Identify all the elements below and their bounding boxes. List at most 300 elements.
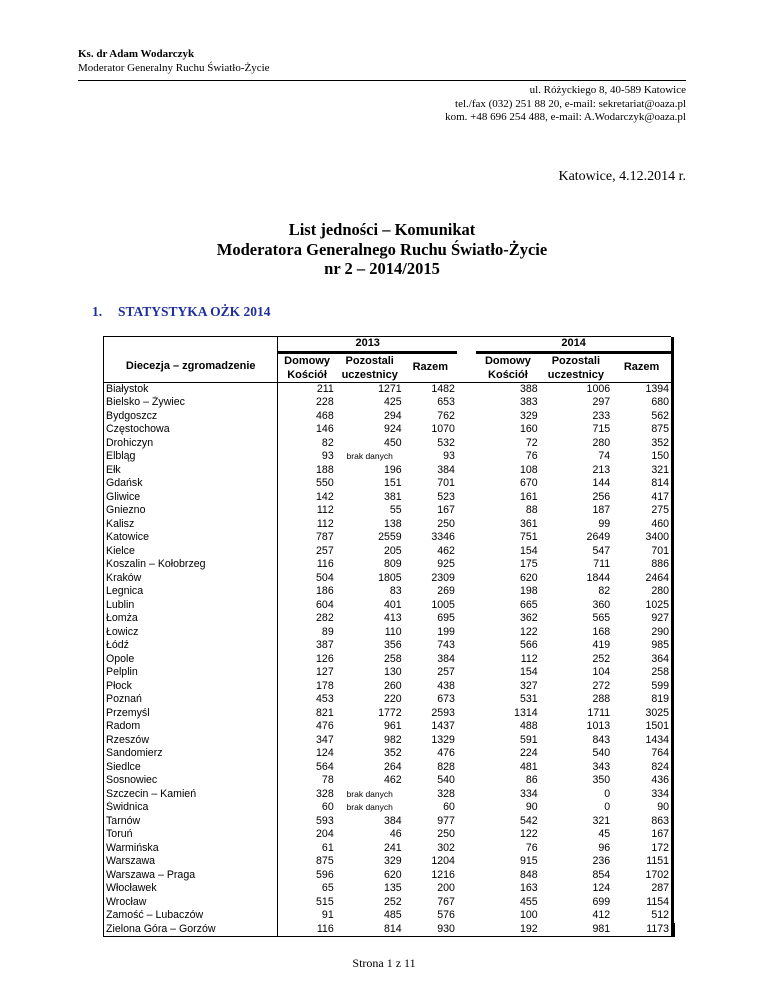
cell-pozostali-2014: 124 [592,882,611,894]
cell-razem-2013: 1437 [431,720,455,732]
table-row [104,450,675,464]
cell-razem-2013: 532 [437,436,455,449]
cell-razem-2013: 250 [437,517,455,530]
cell-gap [457,923,476,937]
col-domowy-line1: Domowy [284,354,330,367]
cell-pozostali-2014: 350 [592,774,611,786]
cell-gap [457,612,476,626]
cell-domowy-2013: 112 [316,504,334,516]
cell-razem-2014: 1151 [646,855,670,867]
table-row [104,882,675,896]
cell-pozostali-2013: 135 [384,882,402,894]
cell-razem-2013: 925 [437,558,455,570]
cell-razem-2014: 512 [651,909,670,921]
table-row [104,599,675,613]
cell-domowy-2013: 257 [316,544,334,557]
cell-diecezja: Tarnów [104,815,278,829]
cell-pozostali-2014: 144 [592,477,611,489]
cell-domowy-2013: 78 [321,774,334,786]
table-right-edge [671,680,674,694]
cell-diecezja: Łowicz [104,626,278,640]
cell-diecezja: Łódź [104,639,278,653]
cell-razem-2014: 2464 [645,571,670,584]
cell-razem-2013: 384 [437,463,455,476]
cell-pozostali-2013: 352 [384,747,402,759]
address-block [445,84,686,125]
cell-domowy-2013: 178 [316,679,334,692]
table-row [104,774,675,788]
table-right-edge [671,518,674,532]
cell-domowy-2013: 211 [278,382,336,396]
cell-diecezja: Kraków [104,572,278,586]
cell-razem-2014: 562 [651,409,670,422]
cell-razem-2014: 460 [651,517,670,530]
cell-gap [457,788,476,802]
cell-diecezja: Gdańsk [104,477,278,491]
table-right-edge [671,828,674,842]
table-right-edge [671,410,674,424]
cell-razem-2014: 1434 [645,733,670,746]
cell-diecezja: Kielce [104,545,278,559]
cell-domowy-2014: 665 [519,598,538,611]
cell-razem-2013: 1070 [431,423,455,435]
cell-pozostali-2013: brak danych [346,451,393,461]
table-right-edge [671,504,674,518]
cell-razem-2013: 701 [437,477,455,489]
table-right-edge [671,423,674,437]
cell-razem-2014: 172 [651,841,670,854]
cell-gap [457,410,476,424]
table-right-edge [671,491,674,505]
cell-razem-2014: 824 [651,760,670,773]
table-row [104,545,675,559]
cell-diecezja: Radom [104,720,278,734]
cell-domowy-2014: 531 [519,693,538,705]
col-domowy-line2: Kościół [488,368,528,381]
cell-razem-2013: 673 [437,693,455,705]
cell-pozostali-2014: 981 [540,923,613,937]
cell-razem-2013: 462 [437,544,455,557]
cell-razem-2014: 258 [651,666,670,678]
cell-diecezja: Opole [104,653,278,667]
cell-gap [457,720,476,734]
cell-diecezja: Szczecin – Kamień [104,788,278,802]
table-right-edge [671,720,674,734]
cell-razem-2014: 90 [657,801,670,813]
year-gap [457,337,476,353]
cell-pozostali-2014: 321 [592,814,611,827]
cell-gap [457,707,476,721]
cell-domowy-2014: 192 [476,923,539,937]
cell-gap [457,599,476,613]
cell-razem-2014: 334 [651,787,670,800]
cell-gap [457,572,476,586]
cell-domowy-2014: 388 [476,382,539,396]
cell-domowy-2013: 146 [316,423,334,435]
cell-domowy-2013: 228 [316,396,334,408]
cell-pozostali-2013: 220 [384,693,402,705]
cell-pozostali-2014: 252 [592,652,611,665]
table-row [104,734,675,748]
cell-domowy-2014: 88 [525,504,538,516]
table-right-edge [671,909,674,923]
cell-gap [457,423,476,437]
cell-domowy-2014: 383 [519,396,538,408]
table-row [104,396,675,410]
cell-diecezja: Elbląg [104,450,278,464]
cell-razem-2013: 523 [437,490,455,503]
cell-diecezja: Świdnica [104,801,278,815]
table-right-edge [671,464,674,478]
table-right-edge [671,842,674,856]
table-row [104,842,675,856]
cell-pozostali-2013: 46 [389,828,402,840]
cell-domowy-2013: 550 [316,477,334,489]
cell-razem-2013: 476 [437,747,455,759]
table-right-edge [671,815,674,829]
cell-pozostali-2013: 814 [336,923,404,937]
cell-diecezja: Warszawa – Praga [104,869,278,883]
cell-domowy-2013: 116 [316,558,334,570]
cell-diecezja: Białystok [104,382,278,396]
cell-pozostali-2014: 843 [592,733,611,746]
cell-gap [457,855,476,869]
table-right-edge [671,612,674,626]
cell-razem-2013: 302 [437,841,455,854]
cell-pozostali-2014: 419 [592,639,611,651]
cell-domowy-2013: 515 [316,895,334,908]
col-diecezja: Diecezja – zgromadzenie [104,352,278,382]
cell-domowy-2014: 334 [519,787,538,800]
cell-pozostali-2013: 138 [384,517,402,530]
table-right-edge [671,639,674,653]
cell-razem-2014: 352 [651,436,670,449]
cell-pozostali-2014: 236 [592,855,611,867]
cell-pozostali-2013: 196 [384,463,402,476]
cell-pozostali-2013: 83 [389,585,402,597]
cell-domowy-2013: 188 [316,463,334,476]
cell-razem-2014: 1501 [645,720,670,732]
cell-pozostali-2013: 413 [384,612,402,624]
cell-razem-2013: 767 [437,895,455,908]
cell-domowy-2013: 787 [316,531,334,543]
cell-diecezja: Legnica [104,585,278,599]
cell-gap [457,747,476,761]
table-row [104,639,675,653]
cell-pozostali-2013: 294 [384,409,402,422]
col-domowy-2013 [278,352,336,382]
cell-pozostali-2013: 620 [384,868,402,881]
table-row [104,909,675,923]
table-row [104,437,675,451]
cell-razem-2013: 653 [437,396,455,408]
cell-pozostali-2013: 329 [384,855,402,867]
cell-gap [457,869,476,883]
cell-pozostali-2013: 151 [384,477,402,489]
cell-pozostali-2014: 412 [592,909,611,921]
cell-domowy-2013: 604 [316,598,334,611]
table-row [104,801,675,815]
cell-pozostali-2013: 55 [389,504,402,516]
cell-domowy-2014: 122 [519,625,538,638]
cell-domowy-2014: 1314 [514,706,538,719]
cell-pozostali-2013: 485 [384,909,402,921]
cell-razem-2013: 200 [437,882,455,894]
cell-gap [457,666,476,680]
cell-domowy-2013: 127 [316,666,334,678]
cell-pozostali-2013: 1271 [336,382,404,396]
author-role: Moderator Generalny Ruchu Światło-Życie [78,62,270,74]
title-line: Moderatora Generalnego Ruchu Światło-Życie [216,239,548,259]
cell-pozostali-2014: 74 [598,450,611,462]
cell-gap [457,909,476,923]
cell-pozostali-2013: 462 [384,774,402,786]
cell-pozostali-2013: 924 [384,423,402,435]
cell-razem-2013: 930 [404,923,457,937]
cell-domowy-2014: 455 [519,895,538,908]
cell-pozostali-2014: 699 [592,895,611,908]
cell-pozostali-2013: 252 [384,895,402,908]
table-row [104,693,675,707]
cell-pozostali-2013: 356 [384,639,402,651]
cell-razem-2014: 985 [651,639,670,651]
cell-razem-2014: 436 [651,774,670,786]
cell-domowy-2014: 327 [519,679,538,692]
cell-razem-2014: 287 [651,882,670,894]
cell-razem-2014: 417 [651,490,670,503]
col-domowy-2014 [476,352,539,382]
col-razem-2013: Razem [412,360,449,373]
cell-razem-2013: 743 [437,639,455,651]
cell-diecezja: Płock [104,680,278,694]
cell-diecezja: Bielsko – Żywiec [104,396,278,410]
cell-domowy-2014: 112 [520,652,538,665]
cell-domowy-2013: 65 [321,882,334,894]
table-row [104,707,675,721]
place-date: Katowice, 4.12.2014 r. [558,169,686,184]
table-row [104,504,675,518]
cell-domowy-2014: 566 [519,639,538,651]
cell-domowy-2013: 347 [316,733,334,746]
statistics-table [103,336,675,937]
cell-pozostali-2014: 213 [592,463,611,476]
table-row [104,558,675,572]
cell-razem-2014: 599 [651,679,670,692]
author-name: Ks. dr Adam Wodarczyk [78,48,195,60]
cell-razem-2014: 863 [651,814,670,827]
cell-diecezja: Pelplin [104,666,278,680]
cell-domowy-2013: 468 [316,409,334,422]
col-pozostali-2014 [540,352,613,382]
cell-domowy-2014: 76 [525,841,538,854]
table-right-edge [671,545,674,559]
cell-razem-2014: 764 [651,747,670,759]
cell-diecezja: Rzeszów [104,734,278,748]
cell-domowy-2014: 198 [519,585,538,597]
table-right-edge [671,693,674,707]
cell-pozostali-2013: 241 [384,841,402,854]
cell-domowy-2013: 387 [316,639,334,651]
table-right-edge [671,337,674,353]
table-right-edge [671,869,674,883]
table-right-edge [671,450,674,464]
cell-domowy-2013: 82 [321,436,334,449]
col-razem-2014: Razem [623,360,660,373]
section-title: STATYSTYKA OŻK 2014 [118,304,271,319]
cell-razem-2014: 321 [651,463,670,476]
table-right-edge [671,437,674,451]
cell-domowy-2014: 154 [519,544,538,557]
table-row [104,747,675,761]
cell-razem-2013: 977 [437,814,455,827]
cell-domowy-2013: 504 [316,571,334,584]
cell-diecezja: Sosnowiec [104,774,278,788]
cell-domowy-2014: 224 [519,747,538,759]
cell-diecezja: Gliwice [104,491,278,505]
cell-razem-2014: 275 [651,504,670,516]
cell-domowy-2014: 108 [519,463,538,476]
cell-domowy-2013: 564 [316,760,334,773]
cell-pozostali-2014: 0 [604,787,611,800]
cell-pozostali-2013: 425 [384,396,402,408]
cell-gap [457,828,476,842]
cell-diecezja: Zielona Góra – Gorzów [104,923,278,937]
cell-domowy-2014: 670 [519,477,538,489]
cell-domowy-2014: 620 [519,571,538,584]
cell-pozostali-2014: 1711 [587,706,611,719]
table-right-edge [671,585,674,599]
cell-domowy-2014: 175 [519,558,538,570]
cell-gap [457,504,476,518]
cell-domowy-2014: 100 [519,909,538,921]
cell-razem-2013: 828 [437,760,455,773]
table-row [104,788,675,802]
col-pozostali-line1: Pozostali [345,354,394,367]
cell-pozostali-2013: brak danych [346,788,393,799]
cell-gap [457,382,476,396]
cell-domowy-2013: 91 [321,909,334,921]
cell-razem-2014: 150 [651,450,670,462]
cell-pozostali-2014: 256 [592,490,611,503]
cell-pozostali-2014: 288 [592,693,611,705]
table-right-edge [671,382,674,396]
cell-pozostali-2014: 711 [593,558,611,570]
table-right-edge [671,599,674,613]
document-title [78,220,686,279]
cell-diecezja: Warszawa [104,855,278,869]
cell-razem-2014: 1394 [612,382,671,396]
cell-domowy-2013: 61 [321,841,334,854]
cell-gap [457,545,476,559]
col-pozostali-line2: uczestnicy [547,368,604,381]
cell-domowy-2013: 476 [316,720,334,732]
cell-domowy-2014: 361 [519,517,538,530]
cell-gap [457,639,476,653]
cell-razem-2014: 280 [651,585,670,597]
cell-diecezja: Toruń [104,828,278,842]
cell-diecezja: Koszalin – Kołobrzeg [104,558,278,572]
cell-pozostali-2014: 854 [592,868,611,881]
cell-pozostali-2013: 384 [384,814,402,827]
cell-gap [457,693,476,707]
cell-diecezja: Lublin [104,599,278,613]
table-row [104,410,675,424]
cell-pozostali-2014: 1013 [586,720,611,732]
cell-diecezja: Poznań [104,693,278,707]
table-right-edge [671,855,674,869]
cell-domowy-2013: 60 [321,801,334,813]
cell-domowy-2014: 161 [519,490,538,503]
table-right-edge [671,801,674,815]
cell-domowy-2013: 116 [278,923,336,937]
cell-razem-2014: 364 [651,652,670,665]
col-pozostali-line1: Pozostali [551,354,601,367]
contact-line: tel./fax (032) 251 88 20, e-mail: sekretariat@oaza.pl [455,97,686,110]
cell-gap [457,585,476,599]
table-row [104,585,675,599]
cell-pozostali-2014: 96 [598,841,611,854]
table-row [104,720,675,734]
table-right-edge [671,707,674,721]
cell-domowy-2013: 593 [316,814,334,827]
table-right-edge [671,761,674,775]
cell-razem-2013: 1329 [431,733,455,746]
cell-gap [457,477,476,491]
cell-gap [457,518,476,532]
address-line: ul. Różyckiego 8, 40-589 Katowice [529,84,686,96]
cell-pozostali-2013: 809 [384,558,402,570]
table-right-edge [671,531,674,545]
cell-razem-2013: 540 [437,774,455,786]
cell-diecezja: Bydgoszcz [104,410,278,424]
table-right-edge [671,788,674,802]
cell-razem-2014: 1173 [612,923,671,937]
cell-pozostali-2014: 104 [592,666,611,678]
cell-razem-2013: 60 [443,801,455,813]
table-row [104,464,675,478]
cell-gap [457,653,476,667]
cell-pozostali-2014: 0 [604,801,611,813]
header-blank [104,337,278,353]
cell-pozostali-2013: 401 [384,598,402,611]
cell-pozostali-2013: 258 [384,652,402,665]
cell-gap [457,734,476,748]
cell-razem-2013: 1482 [404,382,457,396]
cell-domowy-2014: 362 [519,612,538,624]
cell-gap [457,450,476,464]
table-right-edge [671,882,674,896]
page-number: Strona 1 z 11 [352,956,416,970]
cell-domowy-2013: 875 [316,855,334,867]
year-2013-header: 2013 [278,337,457,353]
table-right-edge [671,666,674,680]
cell-diecezja: Łomża [104,612,278,626]
cell-pozostali-2014: 99 [598,517,611,530]
table-right-edge [671,774,674,788]
table-row [104,491,675,505]
cell-diecezja: Włocławek [104,882,278,896]
cell-pozostali-2013: 982 [384,733,402,746]
cell-pozostali-2014: 297 [592,396,611,408]
cell-razem-2013: 2309 [431,571,455,584]
table-row [104,423,675,437]
table-right-edge [671,352,674,382]
table-row [104,680,675,694]
table-right-edge [671,923,674,937]
cell-domowy-2014: 122 [519,828,538,840]
cell-pozostali-2013: 381 [384,490,402,503]
cell-domowy-2013: 821 [316,706,334,719]
